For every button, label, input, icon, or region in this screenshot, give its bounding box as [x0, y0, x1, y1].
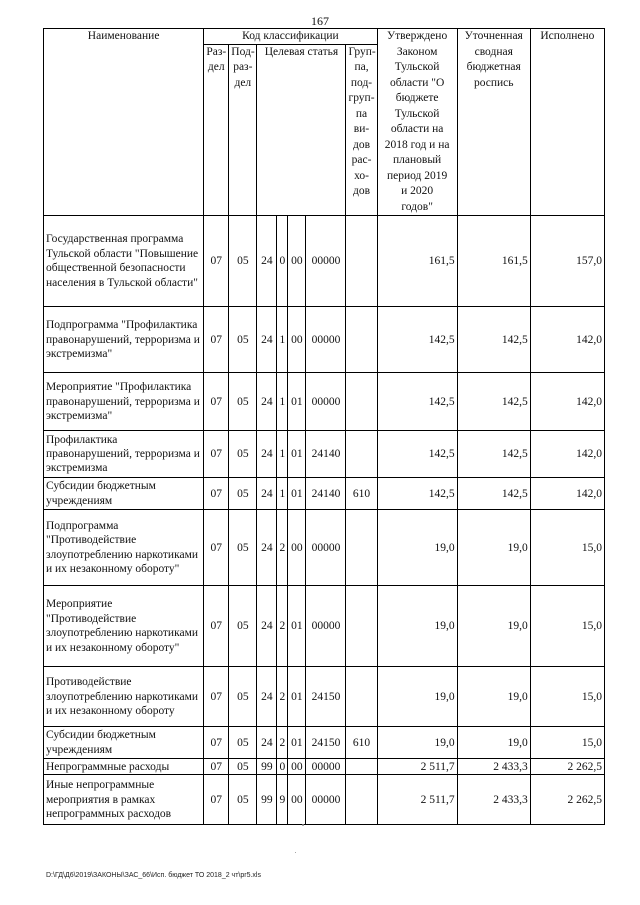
header-classification-code: Код классификации	[204, 29, 377, 45]
row-target-direction: 24150	[306, 727, 346, 759]
row-subsection: 05	[229, 667, 257, 727]
row-subsection: 05	[229, 510, 257, 586]
row-section: 07	[204, 667, 229, 727]
row-name: Государственная программа Тульской области "Повышение общественной безопасности населения в Тульской области"	[44, 216, 204, 307]
row-target-subprogram: 2	[277, 510, 288, 586]
row-subsection: 05	[229, 727, 257, 759]
header-subsection: Под- раз- дел	[229, 44, 257, 216]
table-row	[44, 667, 605, 727]
row-approved: 142,5	[377, 307, 457, 373]
row-approved: 19,0	[377, 510, 457, 586]
row-expense-group	[346, 759, 377, 775]
row-executed: 15,0	[530, 586, 604, 667]
table-row	[44, 775, 605, 825]
row-target-event: 01	[288, 373, 306, 431]
budget-table	[43, 28, 605, 825]
row-target-program: 24	[257, 510, 277, 586]
footer-file-path: D:\ГД\Д6\2019\ЗАКОНЫ\ЗАС_66\Исп. бюджет ТО 2018_2 чт\pr5.xls	[46, 872, 261, 879]
page-number: 167	[311, 14, 329, 28]
table-row	[44, 727, 605, 759]
row-target-program: 24	[257, 216, 277, 307]
row-expense-group	[346, 775, 377, 825]
row-target-event: 01	[288, 431, 306, 478]
row-section: 07	[204, 759, 229, 775]
row-name: Субсидии бюджетным учреждениям	[44, 478, 204, 510]
row-subsection: 05	[229, 216, 257, 307]
row-subsection: 05	[229, 373, 257, 431]
row-name: Противодействие злоупотреблению наркотиками и их незаконному обороту	[44, 667, 204, 727]
table-row	[44, 510, 605, 586]
row-target-program: 24	[257, 667, 277, 727]
row-refined: 142,5	[457, 478, 530, 510]
row-section: 07	[204, 431, 229, 478]
table-row	[44, 373, 605, 431]
row-target-subprogram: 0	[277, 759, 288, 775]
row-refined: 19,0	[457, 586, 530, 667]
row-target-event: 01	[288, 586, 306, 667]
header-approved: Утверждено Законом Тульской области "О бюджете Тульской области на 2018 год и на плановый период 2019 и 2020 годов"	[377, 29, 457, 216]
row-target-subprogram: 1	[277, 307, 288, 373]
row-subsection: 05	[229, 775, 257, 825]
row-refined: 142,5	[457, 431, 530, 478]
row-section: 07	[204, 510, 229, 586]
row-section: 07	[204, 373, 229, 431]
row-expense-group: 610	[346, 478, 377, 510]
row-expense-group	[346, 431, 377, 478]
row-refined: 142,5	[457, 307, 530, 373]
row-approved: 2 511,7	[377, 775, 457, 825]
row-expense-group	[346, 667, 377, 727]
row-target-event: 00	[288, 775, 306, 825]
row-target-direction: 00000	[306, 510, 346, 586]
row-subsection: 05	[229, 478, 257, 510]
row-refined: 142,5	[457, 373, 530, 431]
row-refined: 161,5	[457, 216, 530, 307]
row-target-subprogram: 1	[277, 431, 288, 478]
row-target-event: 00	[288, 307, 306, 373]
row-target-direction: 00000	[306, 216, 346, 307]
row-target-direction: 00000	[306, 775, 346, 825]
row-approved: 142,5	[377, 478, 457, 510]
row-section: 07	[204, 586, 229, 667]
row-target-program: 24	[257, 586, 277, 667]
row-subsection: 05	[229, 586, 257, 667]
row-refined: 2 433,3	[457, 759, 530, 775]
row-target-subprogram: 0	[277, 216, 288, 307]
row-target-event: 01	[288, 478, 306, 510]
row-expense-group	[346, 216, 377, 307]
header-name: Наименование	[44, 29, 204, 216]
row-executed: 142,0	[530, 431, 604, 478]
table-row	[44, 216, 605, 307]
row-name: Субсидии бюджетным учреждениям	[44, 727, 204, 759]
header-expense-group: Груп- па, под- груп- па ви- дов рас- хо- дов	[346, 44, 377, 216]
row-section: 07	[204, 478, 229, 510]
row-executed: 142,0	[530, 478, 604, 510]
row-approved: 19,0	[377, 586, 457, 667]
row-target-direction: 24150	[306, 667, 346, 727]
row-approved: 19,0	[377, 727, 457, 759]
table-row	[44, 431, 605, 478]
row-target-program: 24	[257, 373, 277, 431]
row-subsection: 05	[229, 307, 257, 373]
header-refined: Уточненная сводная бюджетная роспись	[457, 29, 530, 216]
table-row	[44, 759, 605, 775]
row-expense-group: 610	[346, 727, 377, 759]
row-executed: 2 262,5	[530, 759, 604, 775]
row-target-event: 01	[288, 727, 306, 759]
row-target-subprogram: 2	[277, 667, 288, 727]
row-target-program: 99	[257, 775, 277, 825]
row-refined: 2 433,3	[457, 775, 530, 825]
row-executed: 142,0	[530, 373, 604, 431]
row-executed: 15,0	[530, 510, 604, 586]
row-executed: 142,0	[530, 307, 604, 373]
row-target-event: 00	[288, 759, 306, 775]
header-section: Раз- дел	[204, 44, 229, 216]
row-executed: 157,0	[530, 216, 604, 307]
row-target-event: 01	[288, 667, 306, 727]
row-section: 07	[204, 775, 229, 825]
scan-speck	[295, 852, 296, 853]
row-section: 07	[204, 727, 229, 759]
row-target-direction: 00000	[306, 373, 346, 431]
row-subsection: 05	[229, 431, 257, 478]
row-target-program: 99	[257, 759, 277, 775]
scan-speck	[302, 824, 304, 826]
row-target-subprogram: 2	[277, 586, 288, 667]
row-executed: 2 262,5	[530, 775, 604, 825]
row-target-direction: 00000	[306, 307, 346, 373]
table-row	[44, 586, 605, 667]
row-name: Непрограммные расходы	[44, 759, 204, 775]
table-row	[44, 307, 605, 373]
row-target-event: 00	[288, 510, 306, 586]
row-name: Подпрограмма "Противодействие злоупотреблению наркотиками и их незаконному обороту"	[44, 510, 204, 586]
row-target-program: 24	[257, 478, 277, 510]
row-target-subprogram: 1	[277, 478, 288, 510]
row-approved: 161,5	[377, 216, 457, 307]
row-target-direction: 24140	[306, 431, 346, 478]
row-target-subprogram: 2	[277, 727, 288, 759]
row-name: Мероприятие "Противодействие злоупотреблению наркотиками и их незаконному обороту"	[44, 586, 204, 667]
row-target-direction: 00000	[306, 759, 346, 775]
row-refined: 19,0	[457, 510, 530, 586]
row-name: Подпрограмма "Профилактика правонарушений, терроризма и экстремизма"	[44, 307, 204, 373]
row-approved: 142,5	[377, 373, 457, 431]
row-approved: 19,0	[377, 667, 457, 727]
row-target-program: 24	[257, 307, 277, 373]
row-name: Иные непрограммные мероприятия в рамках непрограммных расходов	[44, 775, 204, 825]
row-target-program: 24	[257, 431, 277, 478]
row-target-direction: 00000	[306, 586, 346, 667]
row-refined: 19,0	[457, 727, 530, 759]
row-approved: 2 511,7	[377, 759, 457, 775]
row-target-direction: 24140	[306, 478, 346, 510]
header-executed: Исполнено	[530, 29, 604, 216]
row-section: 07	[204, 307, 229, 373]
row-executed: 15,0	[530, 667, 604, 727]
row-section: 07	[204, 216, 229, 307]
row-subsection: 05	[229, 759, 257, 775]
row-name: Мероприятие "Профилактика правонарушений, терроризма и экстремизма"	[44, 373, 204, 431]
row-name: Профилактика правонарушений, терроризма и экстремизма	[44, 431, 204, 478]
row-expense-group	[346, 307, 377, 373]
row-executed: 15,0	[530, 727, 604, 759]
row-target-event: 00	[288, 216, 306, 307]
row-target-subprogram: 9	[277, 775, 288, 825]
row-target-subprogram: 1	[277, 373, 288, 431]
row-target-program: 24	[257, 727, 277, 759]
table-row	[44, 478, 605, 510]
row-approved: 142,5	[377, 431, 457, 478]
row-expense-group	[346, 373, 377, 431]
header-target-article: Целевая статья	[257, 44, 346, 216]
row-expense-group	[346, 586, 377, 667]
row-expense-group	[346, 510, 377, 586]
row-refined: 19,0	[457, 667, 530, 727]
